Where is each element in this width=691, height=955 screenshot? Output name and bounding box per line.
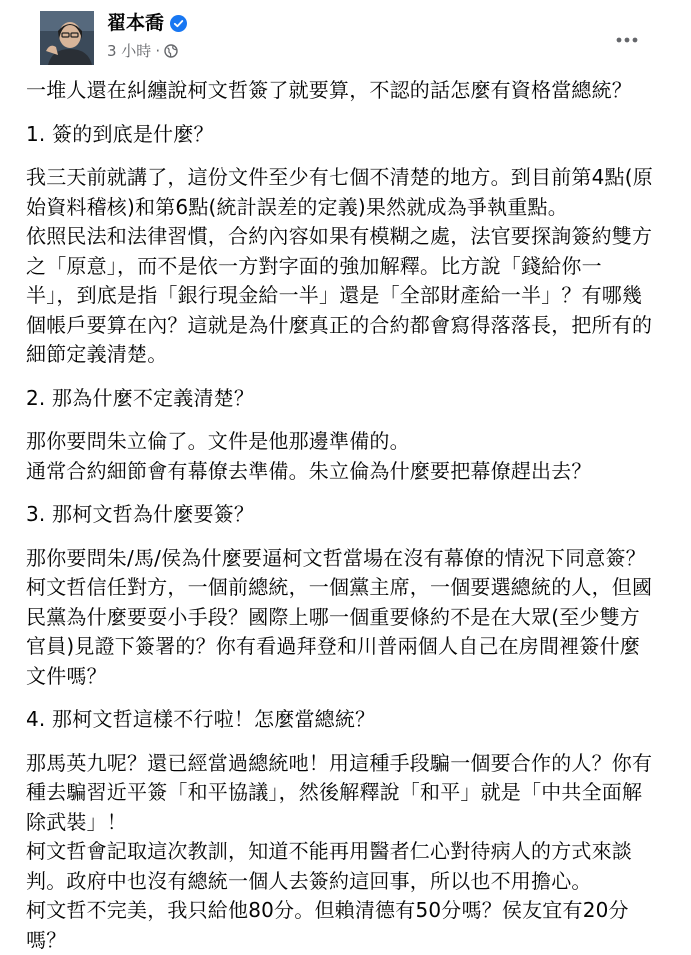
post-header (16, 0, 675, 76)
post-text-line: 依照民法和法律習慣，合約內容如果有模糊之處，法官要探詢簽約雙方 (26, 222, 665, 252)
more-options-button[interactable] (609, 22, 645, 58)
post-text-line: 嗎？ (26, 926, 665, 955)
post-text-line: 細節定義清楚。 (26, 340, 665, 370)
paragraph-gap (26, 106, 665, 120)
post-text-line: 除武裝」！ (26, 808, 665, 838)
meta-separator: · (155, 42, 160, 60)
post-text-line: 那你要問朱/馬/侯為什麼要逼柯文哲當場在沒有幕僚的情況下同意簽？ (26, 544, 665, 574)
post-text-line: 柯文哲信任對方，一個前總統，一個黨主席，一個要選總統的人，但國 (26, 573, 665, 603)
avatar-photo-icon (40, 11, 94, 65)
post-text-line: 柯文哲不完美，我只給他80分。但賴清德有50分嗎？侯友宜有20分 (26, 896, 665, 926)
post-text-line: 個帳戶要算在內？這就是為什麼真正的合約都會寫得落落長，把所有的 (26, 311, 665, 341)
post-text-line: 文件嗎？ (26, 662, 665, 692)
post-text-line: 2. 那為什麼不定義清楚？ (26, 384, 665, 414)
post-text-line: 4. 那柯文哲這樣不行啦！怎麼當總統？ (26, 705, 665, 735)
post-text-line: 那你要問朱立倫了。文件是他那邊準備的。 (26, 427, 665, 457)
post-text-line: 3. 那柯文哲為什麼要簽？ (26, 500, 665, 530)
post-text-line: 判。政府中也沒有總統一個人去簽約這回事，所以也不用擔心。 (26, 867, 665, 897)
post-text-line: 通常合約細節會有幕僚去準備。朱立倫為什麼要把幕僚趕出去？ (26, 457, 665, 487)
post-text-line: 官員)見證下簽署的？你有看過拜登和川普兩個人自己在房間裡簽什麼 (26, 632, 665, 662)
author-name-row (107, 12, 187, 34)
paragraph-gap (26, 530, 665, 544)
paragraph-gap (26, 413, 665, 427)
post-text-line: 我三天前就講了，這份文件至少有七個不清楚的地方。到目前第4點(原 (26, 163, 665, 193)
more-dots-icon (616, 37, 638, 43)
paragraph-gap (26, 735, 665, 749)
post-text-line: 一堆人還在糾纏說柯文哲簽了就要算，不認的話怎麼有資格當總統？ (26, 76, 665, 106)
post-text-line: 始資料稽核)和第6點(統計誤差的定義)果然就成為爭執重點。 (26, 193, 665, 223)
paragraph-gap (26, 486, 665, 500)
author-avatar[interactable] (40, 11, 94, 65)
author-name[interactable]: 翟本喬 (107, 12, 164, 34)
post-text-line: 種去騙習近平簽「和平協議」，然後解釋說「和平」就是「中共全面解 (26, 778, 665, 808)
post-meta (107, 42, 178, 60)
post-body (16, 76, 675, 955)
verified-badge-icon (170, 15, 187, 32)
post-text-line: 之「原意」，而不是依一方對字面的強加解釋。比方說「錢給你一 (26, 252, 665, 282)
post-text-line: 那馬英九呢？還已經當過總統吔！用這種手段騙一個要合作的人？你有 (26, 749, 665, 779)
post-text-line: 1. 簽的到底是什麼？ (26, 120, 665, 150)
post-text-line: 柯文哲會記取這次教訓，知道不能再用醫者仁心對待病人的方式來談 (26, 837, 665, 867)
paragraph-gap (26, 149, 665, 163)
paragraph-gap (26, 691, 665, 705)
post-text-line: 民黨為什麼要耍小手段？國際上哪一個重要條約不是在大眾(至少雙方 (26, 603, 665, 633)
post-text-line: 半」，到底是指「銀行現金給一半」還是「全部財產給一半」？有哪幾 (26, 281, 665, 311)
post-timestamp[interactable]: 3 小時 (107, 42, 151, 60)
public-audience-icon[interactable] (164, 44, 178, 58)
paragraph-gap (26, 370, 665, 384)
